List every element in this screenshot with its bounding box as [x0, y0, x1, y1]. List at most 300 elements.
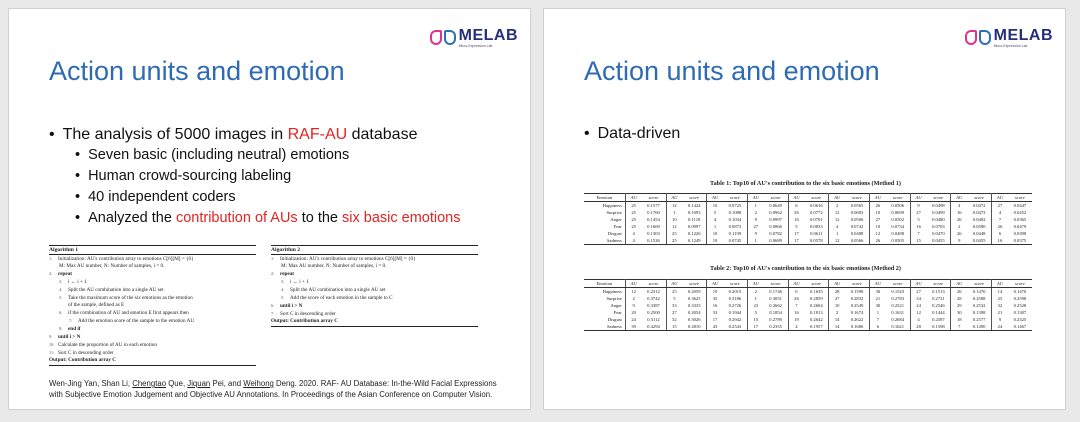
score-cell: 0.1444: [932, 310, 945, 315]
sub-bullet: • Human crowd-sourcing labeling: [49, 166, 460, 187]
au-cell: 9: [992, 316, 1008, 323]
au-cell: 24: [910, 302, 926, 309]
algorithm-title: Algorithm 1: [49, 245, 256, 255]
au-cell: 25: [666, 237, 682, 245]
score-cell: 0.1674: [850, 310, 864, 315]
score-cell: 0.1813: [809, 310, 823, 315]
au-cell: 6: [788, 202, 804, 210]
au-cell: 26: [951, 288, 967, 296]
au-cell: 10: [870, 223, 886, 230]
score-cell: 0.2532: [972, 303, 986, 308]
table-header-cell: score: [682, 280, 707, 288]
au-table-method2: [584, 279, 1032, 331]
slide-right: [543, 8, 1066, 410]
au-cell: 5: [747, 309, 763, 316]
au-cell: 21: [992, 309, 1008, 316]
score-cell: 0.0580: [972, 224, 986, 229]
score-cell: 0.0455: [967, 237, 992, 245]
logo-name: MELAB: [993, 26, 1053, 44]
score-cell: 0.0703: [932, 224, 945, 229]
table-header-cell: score: [926, 280, 951, 288]
score-cell: 0.0499: [932, 210, 945, 215]
table2-caption: Table 2: Top10 of AU's contribution to the six basic emotions (Method 2): [710, 265, 901, 272]
score-cell: 0.0455: [926, 237, 951, 245]
au-cell: 16: [951, 209, 967, 216]
table-header-cell: AU: [788, 194, 804, 202]
score-cell: 0.1398: [972, 310, 986, 315]
algorithm-1: Algorithm 1 1: Initialization: AU's contribution array to emotions C[6][M] = {0} M: Max AU number, N: Number of samples, i = 0. 2: repeat 3: i ← i + 1 4: Split the AU combination into a single AU set 5: Take the maximum score of the six emotions as the emotion of the sample, defined as E 6: if the combination of AU and emotion E first appears then 7: Add the emotion score of the sample to the emotion AU 8: end if 9: until i > N 10: Calculate the proportion of AU in each emotion 11: Sort C in descending order Output: Contribution array C: [49, 245, 256, 366]
table-header-cell: AU: [951, 280, 967, 288]
table-row: [584, 288, 1032, 296]
score-cell: 0.2577: [972, 317, 986, 322]
table-header-cell: AU: [707, 280, 723, 288]
au-cell: 27: [992, 202, 1008, 210]
au-cell: 10: [707, 237, 723, 245]
score-cell: 0.2549: [850, 303, 864, 308]
au-cell: 12: [829, 216, 845, 223]
emotion-cell: Surprise: [606, 210, 622, 215]
score-cell: 0.0725: [728, 203, 742, 208]
score-cell: 0.1621: [886, 323, 911, 331]
score-cell: 0.1598: [926, 323, 951, 331]
table1-caption: Table 1: Top10 of AU's contribution to the six basic emotions (Method 1): [710, 180, 901, 187]
au-cell: 15: [747, 316, 763, 323]
au-cell: 12: [829, 209, 845, 216]
au-cell: 14: [829, 323, 845, 331]
score-cell: 0.2810: [682, 323, 707, 331]
score-cell: 0.2789: [769, 317, 782, 322]
table-header-cell: AU: [910, 280, 926, 288]
au-cell: 4: [707, 216, 723, 223]
algorithm-2: Algorithm 2 1: Initialization: AU's contribution array to emotions C[6][M] = {0} M: Max AU number, N: Number of samples, i = 0. 2: repeat 3: i ← i + 1 4: Split the AU combination into a single AU set 5: Add the score of each emotion in the sample to C 6: until i > N 7: Sort C in descending order Output: Contribution array C: [271, 245, 478, 327]
au-cell: 16: [910, 223, 926, 230]
au-cell: 5: [666, 295, 682, 302]
score-cell: 0.2726: [728, 303, 742, 308]
score-cell: 0.0616: [809, 203, 823, 208]
score-cell: 0.0734: [891, 224, 905, 229]
score-cell: 0.0398: [1013, 231, 1027, 236]
au-cell: 12: [910, 309, 926, 316]
emotion-cell: Happiness: [602, 203, 622, 208]
score-cell: 0.0365: [1013, 217, 1027, 222]
logo-subtitle: Micro-Expression Lab: [458, 43, 493, 48]
au-cell: 5: [788, 223, 804, 230]
score-cell: 0.1088: [728, 210, 742, 215]
score-cell: 0.2604: [809, 303, 823, 308]
au-cell: 2: [829, 202, 845, 210]
au-cell: 27: [666, 309, 682, 316]
au-cell: 25: [992, 295, 1008, 302]
table-header-cell: AU: [951, 194, 967, 202]
au-cell: 30: [870, 302, 886, 309]
au-cell: 34: [910, 295, 926, 302]
score-cell: 0.1034: [728, 217, 742, 222]
score-cell: 0.0498: [932, 203, 945, 208]
table-header-cell: AU: [870, 280, 886, 288]
sub-bullet: • Seven basic (including neutral) emotions: [49, 145, 460, 166]
au-cell: 2: [951, 223, 967, 230]
au-cell: 25: [666, 230, 682, 237]
score-cell: 0.2684: [891, 317, 905, 322]
au-cell: 12: [666, 223, 682, 230]
au-cell: 4: [829, 223, 845, 230]
table-header-cell: AU: [625, 280, 641, 288]
au-cell: 33: [707, 309, 723, 316]
score-cell: 0.1854: [769, 310, 782, 315]
au-cell: 25: [666, 288, 682, 296]
au-cell: 18: [951, 316, 967, 323]
table-header-cell: AU: [625, 194, 641, 202]
au-cell: 12: [625, 288, 641, 296]
table-header-cell: score: [804, 194, 829, 202]
score-cell: 0.2059: [687, 289, 701, 294]
score-cell: 0.2521: [891, 303, 905, 308]
score-cell: 0.3112: [647, 317, 660, 322]
table-header-cell: score: [682, 194, 707, 202]
score-cell: 0.3333: [687, 303, 701, 308]
au-cell: 25: [625, 223, 641, 230]
score-cell: 0.2859: [809, 296, 823, 301]
score-cell: 0.0470: [932, 231, 945, 236]
score-cell: 0.0472: [972, 203, 986, 208]
score-cell: 0.2525: [1013, 317, 1027, 322]
score-cell: 0.3625: [687, 296, 701, 301]
score-cell: 0.1746: [769, 289, 782, 294]
emotion-cell: Sadness: [584, 323, 625, 331]
table-header-cell: AU: [707, 194, 723, 202]
score-cell: 0.1226: [687, 231, 701, 236]
score-cell: 0.0611: [810, 231, 823, 236]
au-cell: 2: [747, 288, 763, 296]
au-cell: 12: [666, 202, 682, 210]
score-cell: 0.1307: [1013, 310, 1027, 315]
score-cell: 0.0873: [728, 224, 742, 229]
score-cell: 0.0745: [723, 237, 748, 245]
table-header-cell: AU: [992, 194, 1008, 202]
au-cell: 7: [992, 216, 1008, 223]
au-cell: 16: [992, 237, 1008, 245]
bullet-main: • Data-driven: [584, 125, 680, 143]
emotion-cell: Disgust: [607, 317, 622, 322]
au-cell: 33: [666, 302, 682, 309]
score-cell: 0.2355: [764, 323, 789, 331]
emotion-cell: Anger: [610, 303, 622, 308]
au-cell: 39: [625, 323, 641, 331]
au-cell: 5: [910, 216, 926, 223]
table-header-cell: score: [1008, 194, 1032, 202]
au-cell: 1: [829, 230, 845, 237]
au-cell: 16: [788, 216, 804, 223]
slide-left: [8, 8, 531, 410]
score-cell: 0.2546: [932, 303, 945, 308]
score-cell: 0.0997: [687, 224, 701, 229]
au-cell: 10: [707, 202, 723, 210]
au-cell: 26: [788, 295, 804, 302]
score-cell: 0.0566: [845, 237, 870, 245]
emotion-cell: Anger: [610, 217, 622, 222]
table-header-cell: AU: [829, 280, 845, 288]
score-cell: 0.0480: [932, 217, 945, 222]
au-cell: 26: [870, 202, 886, 210]
table-header-cell: score: [886, 280, 911, 288]
score-cell: 0.1944: [728, 310, 742, 315]
au-cell: 1: [707, 223, 723, 230]
score-cell: 0.0448: [972, 231, 986, 236]
table-row: [584, 223, 1032, 230]
score-cell: 0.1686: [845, 323, 870, 331]
au-cell: 15: [666, 323, 682, 331]
au-cell: 30: [951, 309, 967, 316]
au-cell: 10: [666, 216, 682, 223]
bullet-main: • The analysis of 5000 images in RAF-AU database: [49, 124, 460, 145]
score-cell: 0.0701: [809, 217, 823, 222]
score-cell: 0.0447: [1013, 203, 1027, 208]
au-cell: 24: [625, 316, 641, 323]
score-cell: 0.2642: [809, 317, 823, 322]
au-cell: 2: [829, 309, 845, 316]
au-cell: 17: [788, 237, 804, 245]
table-header-cell: score: [845, 280, 870, 288]
score-cell: 0.0402: [972, 217, 986, 222]
score-cell: 0.0772: [809, 210, 823, 215]
au-cell: 16: [707, 302, 723, 309]
table-header-cell: AU: [829, 194, 845, 202]
au-cell: 19: [707, 288, 723, 296]
table-row: [584, 323, 1032, 331]
score-cell: 0.2721: [932, 296, 945, 301]
score-cell: 0.1470: [972, 289, 986, 294]
table-header-cell: score: [967, 194, 992, 202]
reference-citation: Wen-Jing Yan, Shan Li, Chengtao Que, Jiquan Pei, and Weihong Deng. 2020. RAF- AU Database: In-the-Wild Facial Expressions with Subjective Emotion Judgement and Objective AU Annotations. In Proceedings of the Asian Conference on Computer Vision.: [49, 379, 497, 399]
score-cell: 0.0689: [764, 237, 789, 245]
score-cell: 0.1760: [647, 210, 660, 215]
au-cell: 26: [870, 237, 886, 245]
au-cell: 17: [747, 323, 763, 331]
au-cell: 9: [951, 237, 967, 245]
au-cell: 4: [951, 202, 967, 210]
au-cell: 9: [747, 230, 763, 237]
slide-title: Action units and emotion: [584, 56, 880, 86]
score-cell: 0.0488: [891, 231, 905, 236]
au-cell: 6: [992, 230, 1008, 237]
emotion-cell: Surprise: [606, 296, 622, 301]
score-cell: 0.2500: [647, 310, 660, 315]
au-cell: 9: [910, 202, 926, 210]
score-cell: 0.2783: [891, 296, 905, 301]
au-cell: 5: [707, 209, 723, 216]
au-cell: 16: [788, 309, 804, 316]
au-cell: 27: [910, 209, 926, 216]
au-cell: 32: [992, 302, 1008, 309]
table-header-cell: score: [641, 194, 666, 202]
au-cell: 1: [747, 237, 763, 245]
au-cell: 26: [951, 230, 967, 237]
score-cell: 0.2543: [723, 323, 748, 331]
score-cell: 0.1526: [641, 237, 666, 245]
score-cell: 0.2942: [728, 317, 742, 322]
logo-name: MELAB: [458, 26, 518, 44]
score-cell: 0.3186: [728, 296, 742, 301]
au-cell: 35: [707, 295, 723, 302]
au-cell: 27: [910, 288, 926, 296]
score-cell: 0.1669: [647, 224, 660, 229]
score-cell: 0.1467: [1008, 323, 1032, 331]
au-cell: 25: [625, 202, 641, 210]
au-cell: 7: [951, 323, 967, 331]
au-cell: 30: [870, 288, 886, 296]
au-cell: 10: [870, 209, 886, 216]
table-row: [584, 295, 1032, 302]
table-header-cell: score: [926, 194, 951, 202]
au-cell: 25: [625, 216, 641, 223]
score-cell: 0.0479: [1013, 224, 1027, 229]
au-cell: 10: [707, 230, 723, 237]
table-header-cell: score: [886, 194, 911, 202]
score-cell: 0.0375: [1008, 237, 1032, 245]
emotion-cell: Fear: [613, 310, 622, 315]
score-cell: 0.1249: [682, 237, 707, 245]
score-cell: 0.4294: [641, 323, 666, 331]
score-cell: 0.1490: [967, 323, 992, 331]
au-cell: 15: [910, 237, 926, 245]
score-cell: 0.0866: [769, 224, 782, 229]
score-cell: 0.1513: [932, 289, 945, 294]
table-row: [584, 302, 1032, 309]
au-cell: 14: [829, 316, 845, 323]
score-cell: 0.1543: [891, 289, 905, 294]
table-header-cell: AU: [747, 280, 763, 288]
emotion-cell: Fear: [613, 224, 622, 229]
score-cell: 0.0782: [769, 231, 782, 236]
au-cell: 27: [829, 295, 845, 302]
au-cell: 4: [910, 316, 926, 323]
score-cell: 0.0505: [886, 237, 911, 245]
au-cell: 20: [625, 309, 641, 316]
slide-title: Action units and emotion: [49, 56, 345, 86]
score-cell: 0.0502: [891, 217, 905, 222]
au-cell: 26: [951, 216, 967, 223]
au-cell: 1: [666, 209, 682, 216]
score-cell: 0.2662: [769, 303, 782, 308]
au-cell: 23: [747, 302, 763, 309]
au-cell: 4: [625, 230, 641, 237]
table-header-cell: AU: [992, 280, 1008, 288]
au-cell: 17: [788, 230, 804, 237]
score-cell: 0.2054: [687, 310, 701, 315]
score-cell: 0.1118: [688, 217, 701, 222]
table-header-cell: score: [764, 280, 789, 288]
au-cell: 6: [870, 323, 886, 331]
table-row: [584, 316, 1032, 323]
bullet-list: [49, 124, 460, 229]
au-cell: 2: [747, 209, 763, 216]
table-header-cell: AU: [870, 194, 886, 202]
table-header-cell: score: [845, 194, 870, 202]
table-row: [584, 309, 1032, 316]
au-cell: 4: [992, 209, 1008, 216]
table-header-cell: AU: [910, 194, 926, 202]
score-cell: 0.0649: [769, 203, 782, 208]
melab-logo: [965, 25, 1053, 51]
sub-bullet: • 40 independent coders: [49, 187, 460, 208]
emotion-cell: Sadness: [584, 237, 625, 245]
au-cell: 4: [625, 237, 641, 245]
logo-subtitle: Micro-Expression Lab: [993, 43, 1028, 48]
score-cell: 0.1424: [687, 203, 701, 208]
score-cell: 0.2015: [728, 289, 742, 294]
au-cell: 1: [870, 309, 886, 316]
au-cell: 12: [870, 230, 886, 237]
au-cell: 29: [951, 302, 967, 309]
au-cell: 32: [666, 316, 682, 323]
au-cell: 25: [625, 209, 641, 216]
au-cell: 17: [707, 316, 723, 323]
melab-logo-icon: [965, 28, 991, 48]
emotion-cell: Happiness: [602, 289, 622, 294]
score-cell: 0.1454: [647, 217, 660, 222]
au-cell: 2: [625, 295, 641, 302]
au-cell: 7: [788, 302, 804, 309]
au-cell: 7: [870, 316, 886, 323]
algorithm-title: Algorithm 2: [271, 245, 478, 255]
au-cell: 14: [992, 288, 1008, 296]
score-cell: 0.0473: [972, 210, 986, 215]
au-cell: 9: [625, 302, 641, 309]
table-header-cell: score: [967, 280, 992, 288]
table-header-cell: score: [764, 194, 789, 202]
score-cell: 0.3026: [687, 317, 701, 322]
score-cell: 0.0683: [850, 210, 864, 215]
au-cell: 27: [870, 216, 886, 223]
table-row: [584, 237, 1032, 245]
score-cell: 0.0997: [769, 217, 782, 222]
score-cell: 0.2312: [647, 289, 660, 294]
melab-logo: [430, 25, 518, 51]
au-table-method1: [584, 193, 1032, 245]
score-cell: 0.3742: [647, 296, 660, 301]
score-cell: 0.2588: [972, 296, 986, 301]
au-cell: 1: [747, 202, 763, 210]
table-header-cell: score: [641, 280, 666, 288]
table-header-cell: AU: [788, 280, 804, 288]
score-cell: 0.0452: [1013, 210, 1027, 215]
au-cell: 12: [829, 237, 845, 245]
score-cell: 0.0506: [891, 203, 905, 208]
emotion-cell: Disgust: [607, 231, 622, 236]
sub-bullet: • Analyzed the contribution of AUs to the six basic emotions: [49, 208, 460, 229]
score-cell: 0.1303: [647, 231, 660, 236]
score-cell: 0.0742: [850, 224, 864, 229]
au-cell: 28: [951, 295, 967, 302]
score-cell: 0.0488: [850, 231, 864, 236]
table-header-cell: AU: [666, 280, 682, 288]
au-cell: 28: [829, 288, 845, 296]
table-row: [584, 216, 1032, 223]
au-cell: 28: [910, 323, 926, 331]
table-row: [584, 202, 1032, 210]
score-cell: 0.1631: [891, 310, 905, 315]
table-header-cell: score: [804, 280, 829, 288]
table-header-cell: score: [1008, 280, 1032, 288]
au-cell: 10: [829, 302, 845, 309]
score-cell: 0.0506: [850, 217, 864, 222]
table-row: [584, 209, 1032, 216]
table-header-cell: score: [723, 194, 748, 202]
score-cell: 0.2622: [850, 317, 864, 322]
score-cell: 0.1635: [809, 289, 823, 294]
score-cell: 0.1199: [728, 231, 742, 236]
score-cell: 0.0833: [809, 224, 823, 229]
